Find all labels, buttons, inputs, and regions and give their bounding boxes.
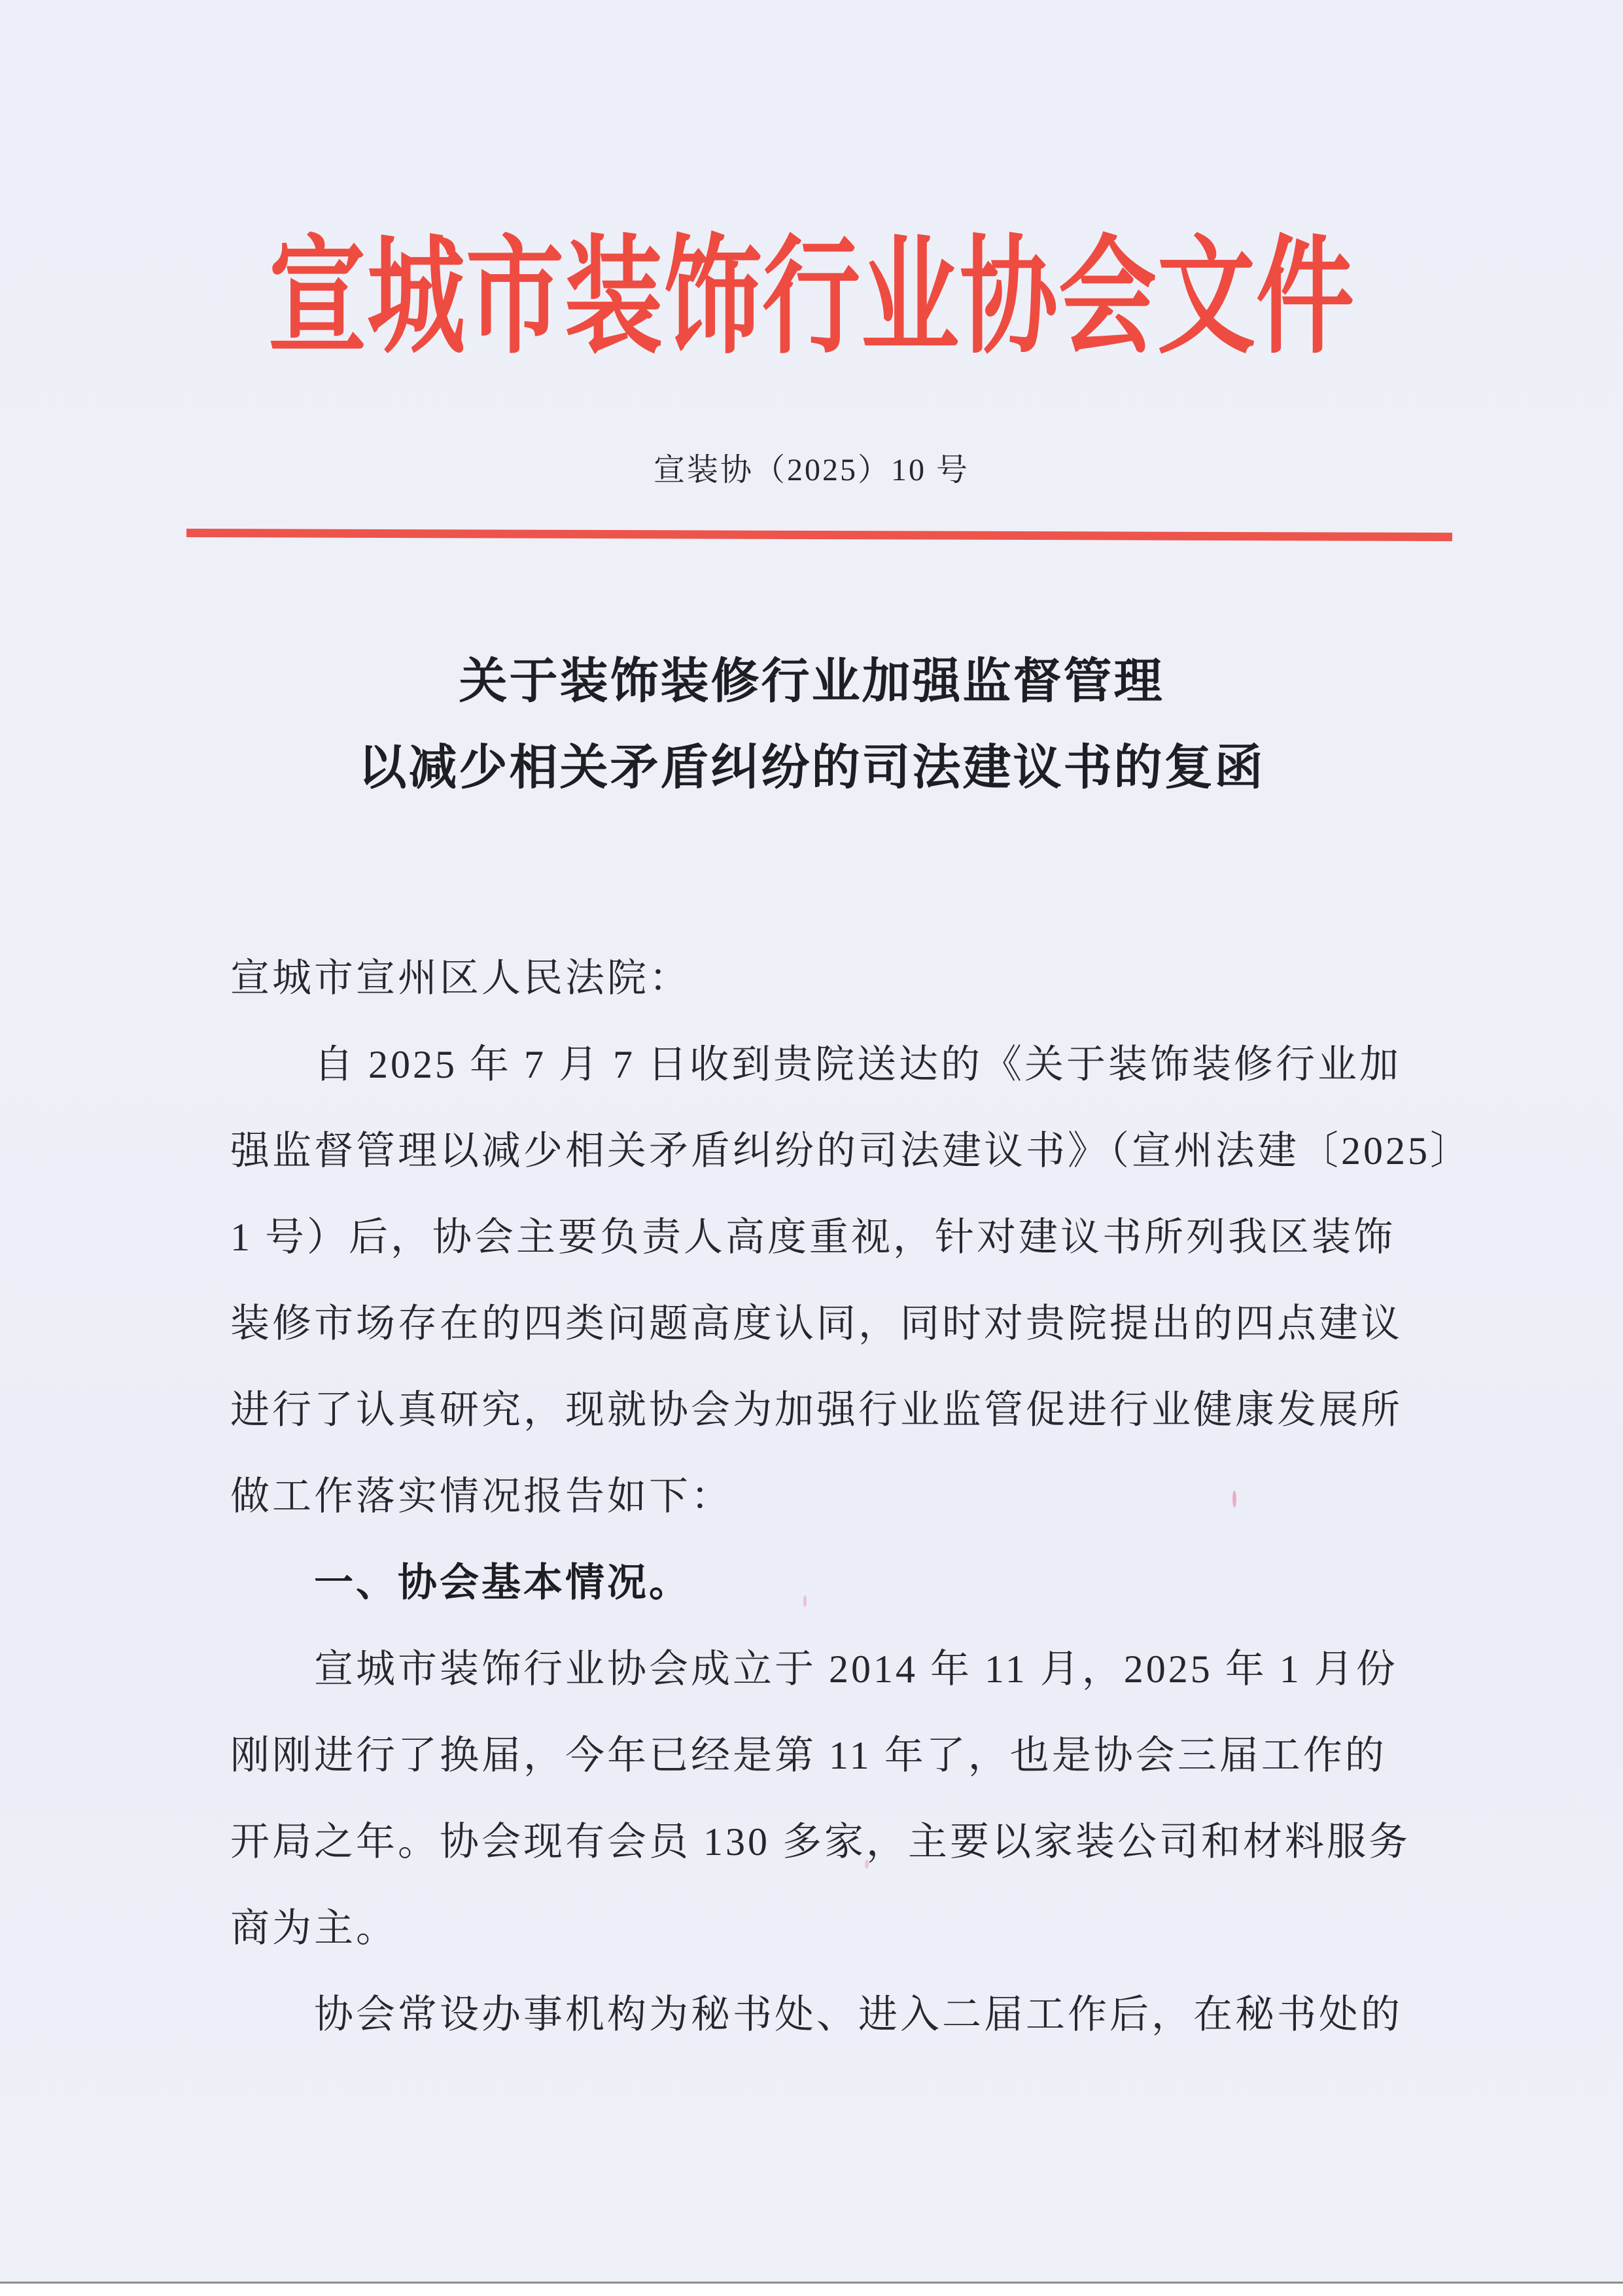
document-number: 宣装协（2025）10 号 bbox=[653, 453, 969, 487]
paragraph-line: 刚刚进行了换届，今年已经是第 11 年了，也是协会三届工作的 bbox=[230, 1734, 1387, 1777]
paragraph-line: 强监督管理以减少相关矛盾纠纷的司法建议书》（宣州法建〔2025〕 bbox=[230, 1129, 1472, 1173]
body-text bbox=[230, 935, 1472, 2058]
paragraph-line: 宣城市装饰行业协会成立于 2014 年 11 月，2025 年 1 月份 bbox=[314, 1648, 1398, 1691]
salutation-line: 宣城市宣州区人民法院： bbox=[230, 957, 691, 1000]
section-heading: 一、协会基本情况。 bbox=[314, 1561, 691, 1604]
paragraph-line: 协会常设办事机构为秘书处、进入二届工作后，在秘书处的 bbox=[314, 1993, 1403, 2036]
paragraph-line: 商为主。 bbox=[230, 1907, 398, 1950]
document-title bbox=[0, 639, 1623, 811]
letterhead-title: 宣城市装饰行业协会文件 bbox=[268, 228, 1355, 369]
document-title-line1: 关于装饰装修行业加强监督管理 bbox=[459, 655, 1164, 709]
document-title-line2: 以减少相关矛盾纠纷的司法建议书的复函 bbox=[358, 741, 1265, 795]
paragraph-line: 装修市场存在的四类问题高度认同，同时对贵院提出的四点建议 bbox=[230, 1302, 1403, 1345]
paragraph-line: 做工作落实情况报告如下： bbox=[230, 1475, 733, 1518]
paragraph-line: 1 号）后，协会主要负责人高度重视，针对建议书所列我区装饰 bbox=[230, 1216, 1395, 1259]
paragraph-line: 开局之年。协会现有会员 130 多家，主要以家装公司和材料服务 bbox=[230, 1820, 1410, 1863]
paragraph-line: 自 2025 年 7 月 7 日收到贵院送达的《关于装饰装修行业加 bbox=[314, 1043, 1401, 1086]
paragraph-line: 进行了认真研究，现就协会为加强行业监管促进行业健康发展所 bbox=[230, 1388, 1403, 1432]
